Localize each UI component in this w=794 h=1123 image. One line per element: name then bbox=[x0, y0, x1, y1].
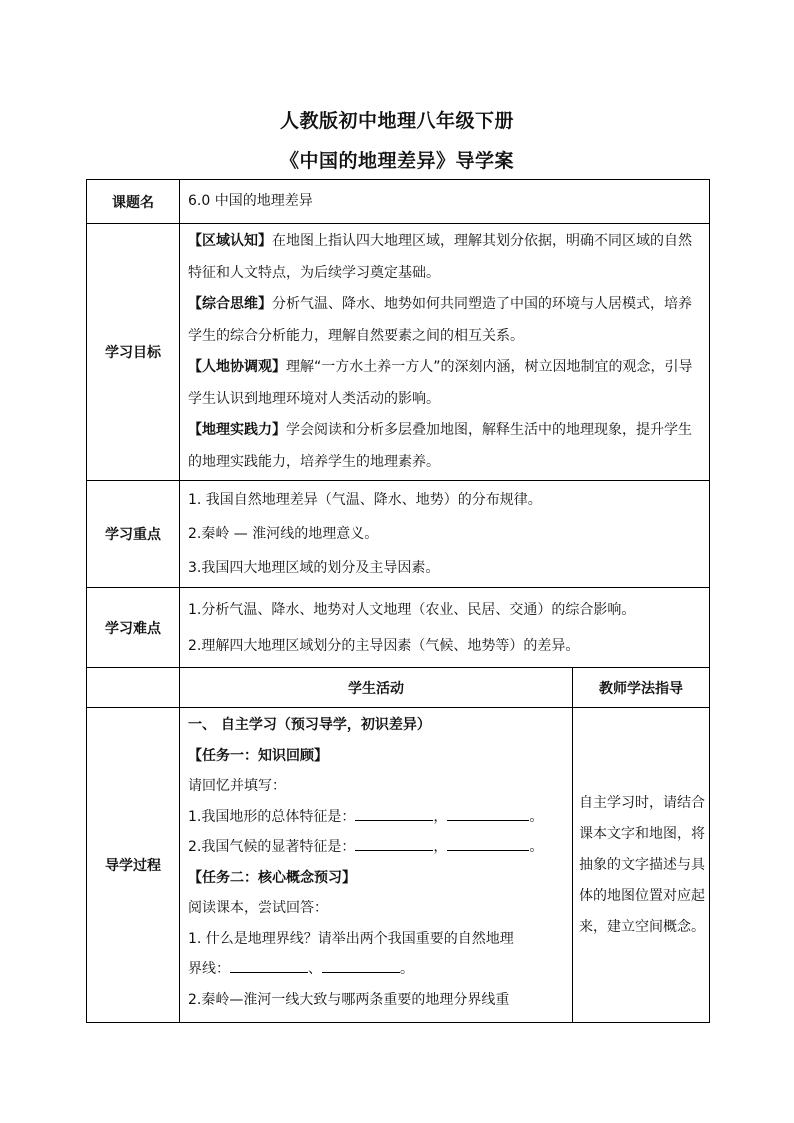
objective-tag: 【地理实践力】 bbox=[188, 422, 286, 438]
objective-text: 理解“一方水土养一方人”的深刻内涵，树立因地制宜的观念，引导学生认识到地理环境对人类活动的影响。 bbox=[188, 359, 693, 407]
objective-text: 分析气温、降水、地势如何共同塑造了中国的环境与人居模式，培养学生的综合分析能力，理解自然要素之间的相互关系。 bbox=[188, 296, 692, 344]
difficulties-label: 学习难点 bbox=[87, 588, 180, 668]
student-activity-cell bbox=[180, 708, 573, 1023]
task-prompt: 阅读课本，尝试回答： bbox=[188, 900, 328, 916]
process-row bbox=[87, 708, 710, 1023]
key-point-item: 3.我国四大地理区域的划分及主导因素。 bbox=[188, 560, 440, 576]
period: 。 bbox=[400, 961, 414, 977]
objective-item bbox=[188, 352, 703, 415]
student-activity-content bbox=[180, 708, 572, 1022]
question-item bbox=[188, 802, 566, 833]
objective-tag: 【综合思维】 bbox=[188, 296, 272, 312]
question-text: 界线： bbox=[188, 961, 230, 977]
task-title: 【任务一：知识回顾】 bbox=[188, 747, 328, 764]
difficulties-row bbox=[87, 588, 710, 668]
objectives-content bbox=[180, 224, 710, 481]
difficulties-content bbox=[180, 588, 710, 668]
question-text: 1.我国地形的总体特征是： bbox=[188, 808, 356, 825]
period: 。 bbox=[529, 808, 544, 825]
topic-label: 课题名 bbox=[87, 180, 180, 224]
question-item bbox=[188, 832, 566, 863]
answer-blank[interactable] bbox=[355, 834, 433, 851]
topic-value: 6.0 中国的地理差异 bbox=[180, 180, 710, 224]
question-text: 2.我国气候的显著特征是： bbox=[188, 839, 356, 855]
answer-blank[interactable] bbox=[447, 834, 529, 851]
key-points-row bbox=[87, 481, 710, 588]
answer-blank[interactable] bbox=[355, 804, 433, 821]
objective-item bbox=[188, 226, 703, 289]
teacher-guidance-cell: 自主学习时，请结合课本文字和地图，将抽象的文字描述与具体的地图位置对应起来，建立空间概念。 bbox=[573, 708, 710, 1023]
student-activity-header: 学生活动 bbox=[180, 668, 573, 708]
objective-tag: 【区域认知】 bbox=[188, 233, 272, 249]
answer-blank[interactable] bbox=[322, 956, 400, 973]
teacher-guidance-header: 教师学法指导 bbox=[573, 668, 710, 708]
question-item: 1. 什么是地理界线？请举出两个我国重要的自然地理 bbox=[188, 930, 514, 947]
period: 。 bbox=[529, 839, 544, 855]
objective-text: 学会阅读和分析多层叠加地图，解释生活中的地理现象，提升学生的地理实践能力，培养学生的地理素养。 bbox=[188, 422, 692, 470]
task-prompt: 请回忆并填写： bbox=[188, 778, 286, 794]
answer-blank[interactable] bbox=[447, 804, 529, 821]
activity-header-blank bbox=[87, 668, 180, 708]
difficulty-item: 1.分析气温、降水、地势对人文地理（农业、民居、交通）的综合影响。 bbox=[188, 601, 636, 618]
activity-header-row bbox=[87, 668, 710, 708]
question-item: 2.秦岭—淮河一线大致与哪两条重要的地理分界线重 bbox=[188, 991, 510, 1008]
objectives-label: 学习目标 bbox=[87, 224, 180, 481]
objective-item bbox=[188, 415, 703, 478]
objective-text: 在地图上指认四大地理区域，理解其划分依据，明确不同区域的自然特征和人文特点，为后续学习奠定基础。 bbox=[188, 233, 692, 281]
dun-comma: 、 bbox=[308, 961, 322, 977]
comma: ， bbox=[433, 808, 448, 825]
process-label: 导学过程 bbox=[87, 708, 180, 1023]
difficulty-item: 2.理解四大地理区域划分的主导因素（气候、地势等）的差异。 bbox=[188, 637, 580, 654]
study-plan-table bbox=[86, 179, 710, 1023]
key-points-content bbox=[180, 481, 710, 588]
key-point-item: 1. 我国自然地理差异（气温、降水、地势）的分布规律。 bbox=[188, 492, 542, 508]
objectives-row bbox=[87, 224, 710, 481]
topic-row bbox=[87, 180, 710, 224]
document-title: 人教版初中地理八年级下册 bbox=[279, 110, 514, 132]
key-points-label: 学习重点 bbox=[87, 481, 180, 588]
objective-item bbox=[188, 289, 703, 352]
key-point-item: 2.秦岭 — 淮河线的地理意义。 bbox=[188, 526, 379, 542]
comma: ， bbox=[433, 839, 448, 855]
document-subtitle: 《中国的地理差异》导学案 bbox=[279, 150, 514, 172]
task-title: 【任务二：核心概念预习】 bbox=[188, 869, 356, 886]
answer-blank[interactable] bbox=[230, 956, 308, 973]
question-item bbox=[188, 954, 566, 985]
objective-tag: 【人地协调观】 bbox=[188, 359, 286, 375]
section-heading: 一、 自主学习（预习导学，初识差异） bbox=[188, 717, 431, 733]
